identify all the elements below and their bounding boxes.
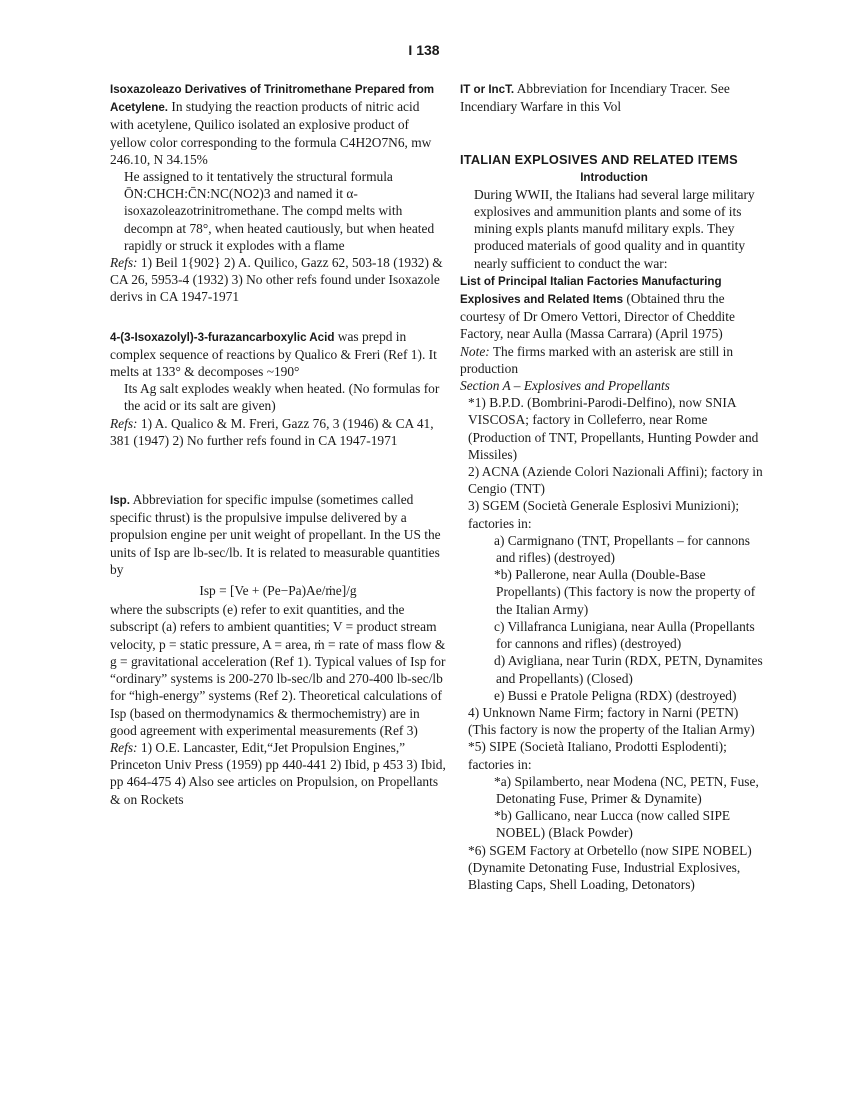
list-item: *b) Gallicano, near Lucca (now called SIPE NOBEL) (Black Powder)	[494, 808, 731, 841]
list-title: List of Principal Italian Factories Manufacturing Explosives and Related Items	[460, 274, 722, 307]
list-source: (Obtained thru the courtesy of Dr Omero Vettori, Director of Cheddite Factory, near Aulla (Massa Carrara) (April 1975)	[460, 291, 735, 342]
note-text: The firms marked with an asterisk are still in production	[460, 343, 734, 376]
refs-text: 1) Beil 1{902} 2) A. Quilico, Gazz 62, 503-18 (1932) & CA 26, 5953-4 (1932) 3) No other refs found under Isoxazole derivs in CA 1947-1971	[110, 255, 443, 305]
left-column	[110, 80, 446, 808]
list-heading-paragraph	[460, 272, 768, 343]
entry-title: Isp.	[110, 494, 130, 508]
list-item: d) Avigliana, near Turin (RDX, PETN, Dynamites and Propellants) (Closed)	[494, 653, 763, 686]
entry-paragraph: Its Ag salt explodes weakly when heated. (No formulas for the acid or its salt are given)	[124, 381, 440, 414]
refs-paragraph	[110, 254, 446, 306]
isp-formula: Isp = [Ve + (Pe−Pa)Ae/ṁe]/g	[199, 583, 357, 599]
refs-text: 1) A. Qualico & M. Freri, Gazz 76, 3 (1946) & CA 41, 381 (1947) 2) No further refs found in CA 1947-1971	[110, 415, 434, 448]
entry-text: Abbreviation for specific impulse (sometimes called specific thrust) is the propulsive impulse delivered by a propulsion engine per unit weight of propellant. In the US the units of Isp are lb-sec/lb. It is related to measurable quantities by	[110, 492, 441, 577]
entry-text: Abbreviation for Incendiary Tracer. See Incendiary Warfare in this Vol	[460, 81, 730, 115]
list-item: 2) ACNA (Aziende Colori Nazionali Affini); factory in Cengio (TNT)	[468, 464, 763, 497]
list-item: 3) SGEM (Società Generale Esplosivi Munizioni); factories in:	[468, 498, 740, 531]
entry-text: was prepd in complex sequence of reactions by Qualico & Freri (Ref 1). It melts at 133° & decomposes ~190°	[110, 328, 437, 380]
refs-label: Refs:	[110, 255, 138, 271]
entry-paragraph	[110, 491, 446, 578]
entry-isoxazoleazo	[110, 80, 446, 306]
refs-label: Refs:	[110, 415, 138, 431]
list-item: a) Carmignano (TNT, Propellants – for cannons and rifles) (destroyed)	[494, 532, 750, 566]
entry-paragraph: During WWII, the Italians had several large military explosives and ammunition plants and some of its mining expls plants manufd military expls. They produced materials of good quality and in quantity nearly sufficient to conduct the war:	[474, 186, 755, 271]
entry-title: Isoxazoleazo Derivatives of Trinitromethane Prepared from Acetylene.	[110, 83, 435, 115]
introduction-heading: Introduction	[580, 170, 648, 184]
entry-paragraph: He assigned to it tentatively the structural formula ŌN:CHCH:C̄N:NC(NO2)3 and named it α-isoxazoleazotrinitromethane. The compd melts with decompn at 78°, when heated cautiously, but when heated rapidly or struck it explodes with a flame	[124, 169, 435, 253]
list-item: c) Villafranca Lunigiana, near Aulla (Propellants for cannons and rifles) (destroyed)	[494, 618, 755, 652]
entry-italian-explosives	[460, 151, 768, 893]
entry-isp	[110, 491, 446, 808]
note-paragraph	[460, 343, 768, 377]
entry-paragraph: where the subscripts (e) refer to exit quantities, and the subscript (a) refers to ambient quantities; V = product stream velocity, p = static pressure, A = area, ṁ = rate of mass flow & g = gravitational acceleration (Ref 1). Typical values of Isp for “ordinary” systems is 200-270 lb-sec/lb and 270-400 lb-sec/lb for “high-energy” systems (Ref 2). Theoretical calculations of Isp (based on thermodynamics & thermochemistry) are in good agreement with experimental measurements (Ref 3)	[110, 602, 446, 738]
entry-it	[460, 80, 768, 115]
refs-text: 1) O.E. Lancaster, Edit,“Jet Propulsion Engines,” Princeton Univ Press (1959) pp 440-441 2) Ibid, p 453 3) Ibid, pp 464-475 4) Also see articles on Propulsion, on Propellants & on Rockets	[110, 739, 446, 807]
section-a-heading: Section A – Explosives and Propellants	[460, 378, 670, 394]
note-label: Note:	[460, 343, 490, 359]
page-number: I 138	[408, 42, 440, 58]
entry-paragraph	[110, 328, 446, 381]
list-item: *6) SGEM Factory at Orbetello (now SIPE NOBEL) (Dynamite Detonating Fuse, Industrial Explosives, Blasting Caps, Shell Loading, Detonators)	[468, 842, 752, 892]
entry-paragraph	[110, 80, 446, 168]
refs-paragraph	[110, 415, 446, 449]
entry-title: 4-(3-Isoxazolyl)-3-furazancarboxylic Acid	[110, 330, 335, 344]
list-item: *b) Pallerone, near Aulla (Double-Base Propellants) (This factory is now the property of the Italian Army)	[494, 567, 756, 617]
list-item: *5) SIPE (Società Italiano, Prodotti Esplodenti); factories in:	[468, 739, 727, 772]
right-column	[460, 80, 768, 893]
list-item: *a) Spilamberto, near Modena (NC, PETN, Fuse, Detonating Fuse, Primer & Dynamite)	[494, 773, 759, 806]
refs-paragraph	[110, 739, 446, 808]
entry-furazan	[110, 328, 446, 449]
section-heading: ITALIAN EXPLOSIVES AND RELATED ITEMS	[460, 152, 738, 168]
list-item: *1) B.P.D. (Bombrini-Parodi-Delfino), now SNIA VISCOSA; factory in Colleferro, near Rome (Production of TNT, Propellants, Hunting Powder and Missiles)	[468, 395, 759, 462]
list-item: 4) Unknown Name Firm; factory in Narni (PETN) (This factory is now the property of the Italian Army)	[468, 704, 755, 738]
refs-label: Refs:	[110, 739, 138, 755]
entry-paragraph	[460, 80, 768, 115]
entry-title: IT or IncT.	[460, 83, 515, 96]
entry-text: In studying the reaction products of nitric acid with acetylene, Quilico isolated an explosive product of yellow color corresponding to the formula C4H2O7N6, mw 246.10, N 34.15%	[110, 99, 432, 167]
list-item: e) Bussi e Pratole Peligna (RDX) (destroyed)	[494, 687, 737, 703]
